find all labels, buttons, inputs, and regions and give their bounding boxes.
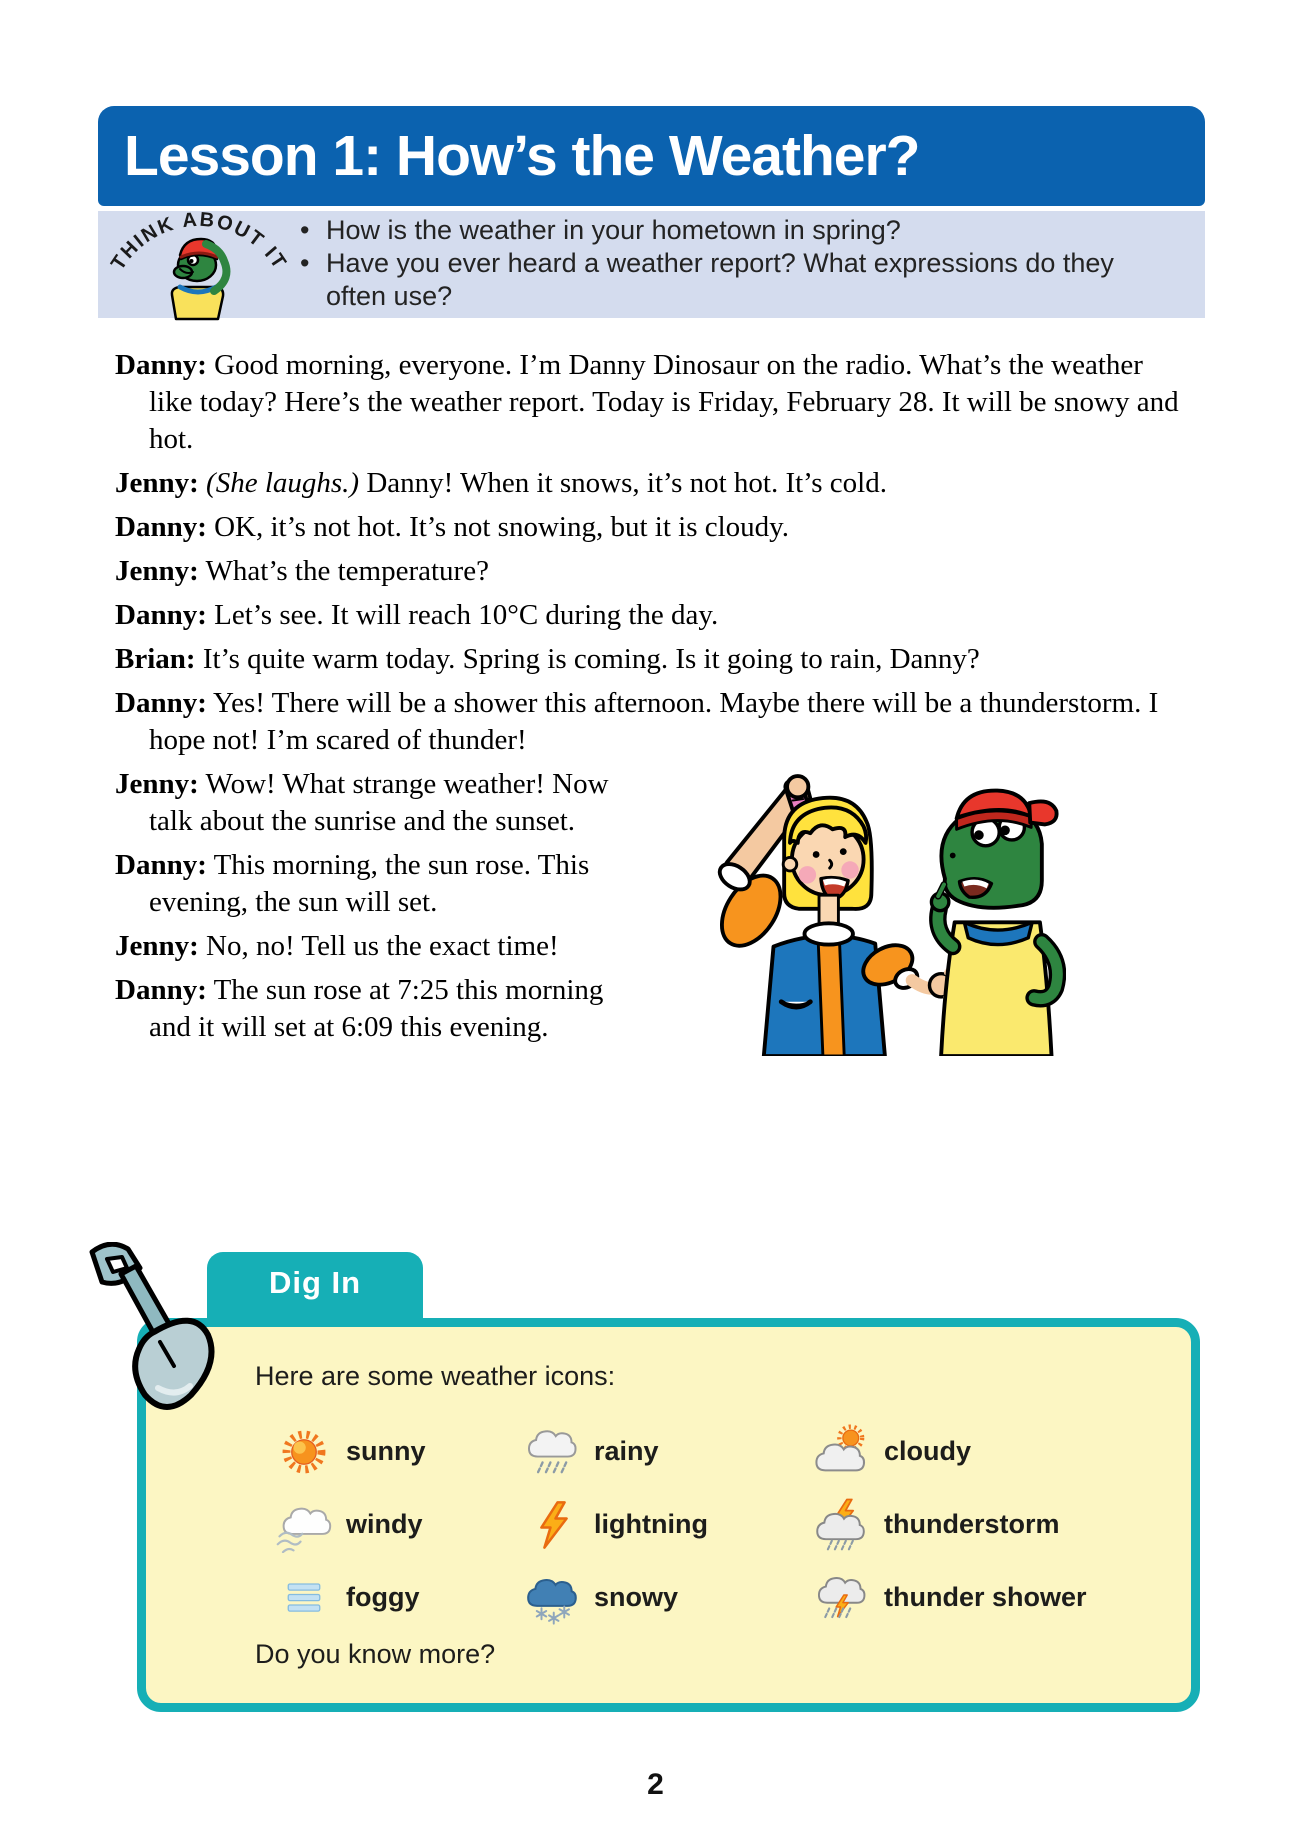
weather-icon-label: lightning [594, 1509, 708, 1539]
dialogue-line [115, 465, 1193, 502]
bullet-text: How is the weather in your hometown in spring? [326, 215, 901, 245]
weather-icon-label: thunder shower [884, 1582, 1087, 1612]
line-text: Let’s see. It will reach 10°C during the day. [214, 599, 719, 631]
cloudy-icon [814, 1424, 870, 1480]
weather-icon-grid [276, 1415, 1174, 1634]
weather-icon-cell [814, 1497, 1174, 1553]
weather-icon-cell [524, 1424, 814, 1480]
stage-direction: (She laughs.) [206, 467, 360, 499]
lightning-icon [524, 1497, 580, 1553]
dialogue-line [115, 553, 1193, 590]
line-text: Wow! What strange weather! Now talk about the sunrise and the sunset. [149, 768, 609, 837]
bullet-dot: • [300, 248, 310, 278]
dialogue-line [115, 347, 1193, 458]
bullet-list [300, 214, 1180, 313]
line-text: This morning, the sun rose. This evening, the sun will set. [149, 849, 590, 918]
dinosaur-character [931, 791, 1057, 1056]
badge-arc-text: THINK ABOUT IT [106, 208, 292, 275]
speaker-name: Jenny: [115, 467, 199, 499]
line-text: Danny! When it snows, it’s not hot. It’s cold. [366, 467, 887, 499]
know-more-question: Do you know more? [255, 1639, 496, 1669]
line-text: The sun rose at 7:25 this morning and it will set at 6:09 this evening. [149, 974, 604, 1043]
speaker-name: Danny: [115, 849, 207, 881]
weather-icon-cell [276, 1570, 524, 1626]
weather-icon-label: snowy [594, 1582, 679, 1612]
line-text: OK, it’s not hot. It’s not snowing, but it is cloudy. [214, 511, 790, 543]
dig-in-label: Dig In [268, 1265, 362, 1300]
bullet-item [300, 247, 1180, 313]
weather-icon-label: cloudy [884, 1436, 972, 1466]
dialogue-line [115, 641, 1193, 678]
windy-icon [276, 1497, 332, 1553]
weather-icon-cell [276, 1424, 524, 1480]
bullet-item [300, 214, 1180, 247]
line-text: Good morning, everyone. I’m Danny Dinosaur on the radio. What’s the weather like today? Here’s the weather report. Today is Friday, February 28. It will be snowy and hot. [149, 349, 1179, 455]
weather-icon-label: thunderstorm [884, 1509, 1060, 1539]
characters-illustration [618, 746, 1193, 1056]
thunderstorm-icon [814, 1497, 870, 1553]
thunder-shower-icon [814, 1570, 870, 1626]
rainy-icon [524, 1424, 580, 1480]
line-text: Yes! There will be a shower this afternoon. Maybe there will be a thunderstorm. I hope not! I’m scared of thunder! [149, 687, 1159, 756]
weather-icon-label: sunny [346, 1436, 426, 1466]
think-about-it-badge [100, 208, 298, 319]
line-text: No, no! Tell us the exact time! [206, 930, 559, 962]
line-text: It’s quite warm today. Spring is coming. Is it going to rain, Danny? [202, 643, 980, 675]
weather-icons-intro: Here are some weather icons: [255, 1361, 616, 1391]
speaker-name: Jenny: [115, 930, 199, 962]
speaker-name: Danny: [115, 511, 207, 543]
bullet-text: Have you ever heard a weather report? What expressions do they often use? [326, 248, 1114, 311]
speaker-name: Danny: [115, 599, 207, 631]
speaker-name: Jenny: [115, 768, 199, 800]
page-number: 2 [647, 1768, 664, 1801]
weather-icon-label: windy [346, 1509, 423, 1539]
speaker-name: Danny: [115, 687, 207, 719]
speaker-name: Danny: [115, 974, 207, 1006]
weather-icon-cell [524, 1570, 814, 1626]
weather-icon-cell [276, 1497, 524, 1553]
sunny-icon [276, 1424, 332, 1480]
girl-character [710, 776, 966, 1056]
speaker-name: Brian: [115, 643, 196, 675]
snowy-icon [524, 1570, 580, 1626]
bullet-dot: • [300, 215, 310, 245]
dialogue-line [115, 509, 1193, 546]
mascot-dinosaur-illustration [172, 239, 227, 319]
weather-icon-cell [524, 1497, 814, 1553]
foggy-icon [276, 1570, 332, 1626]
speaker-name: Jenny: [115, 555, 199, 587]
weather-icon-cell [814, 1424, 1174, 1480]
weather-icon-cell [814, 1570, 1174, 1626]
dialogue-line [115, 597, 1193, 634]
weather-icon-label: foggy [346, 1582, 420, 1612]
speaker-name: Danny: [115, 349, 207, 381]
dig-in-box [137, 1318, 1200, 1712]
weather-icon-label: rainy [594, 1436, 659, 1466]
lesson-header [98, 106, 1205, 206]
line-text: What’s the temperature? [205, 555, 489, 587]
shovel-icon [78, 1242, 228, 1422]
dialogue [115, 347, 1193, 1056]
page-title: Lesson 1: How’s the Weather? [124, 124, 920, 188]
